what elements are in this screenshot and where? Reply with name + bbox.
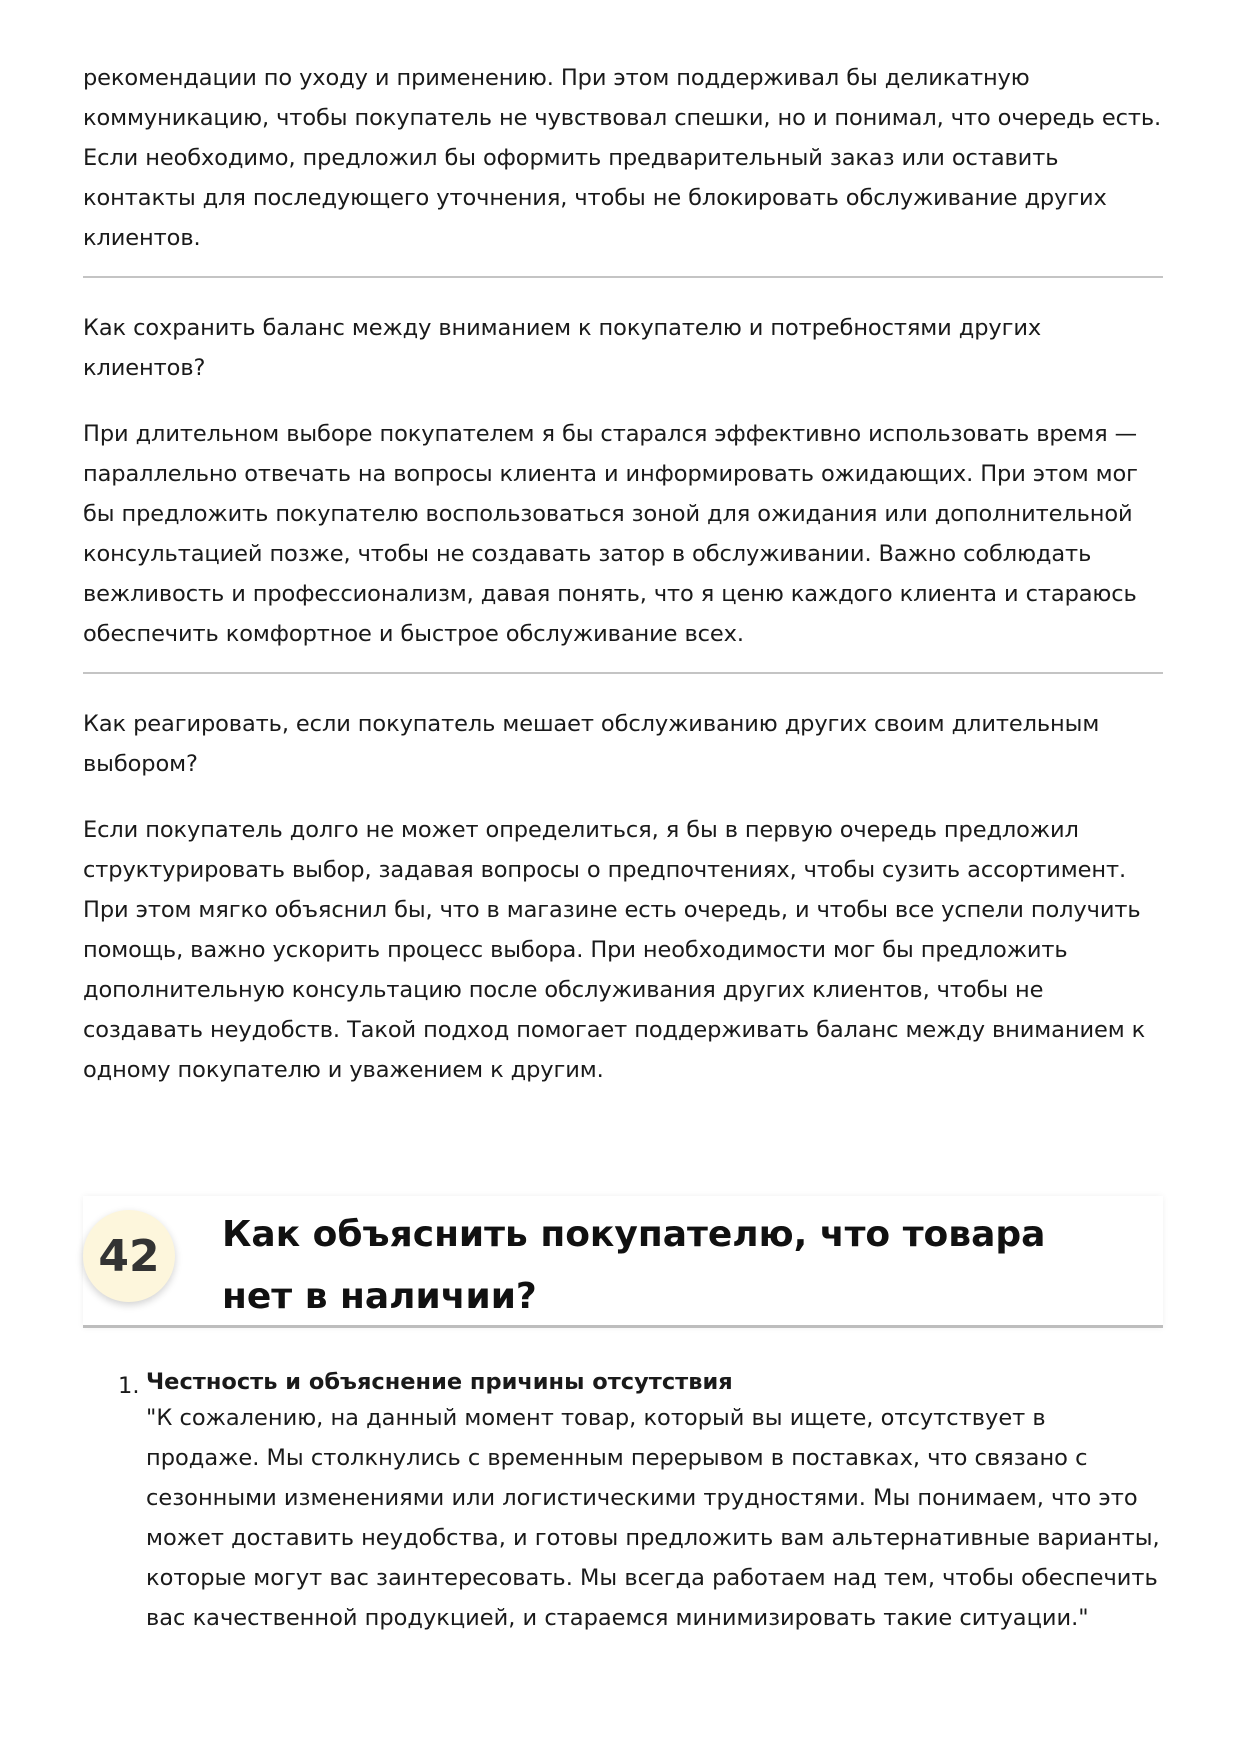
section-number-badge: 42 [83, 1210, 175, 1302]
divider [83, 672, 1163, 674]
divider [83, 276, 1163, 278]
numbered-list [83, 1366, 1163, 1638]
answer-2: Если покупатель долго не может определиться, я бы в первую очередь предложил структурировать выбор, задавая вопросы о предпочтениях, чтобы сузить ассортимент. При этом мягко объяснил бы, что в магазине есть очередь, и чтобы все успели получить помощь, важно ускорить процесс выбора. При необходимости мог бы предложить дополнительную консультацию после обслуживания других клиентов, чтобы не создавать неудобств. Такой подход помогает поддерживать баланс между вниманием к одному покупателю и уважением к другим. [83, 817, 1146, 1083]
intro-paragraph: рекомендации по уходу и применению. При этом поддерживал бы деликатную коммуникацию, чтобы покупатель не чувствовал спешки, но и понимал, что очередь есть. Если необходимо, предложил бы оформить предварительный заказ или оставить контакты для последующего уточнения, чтобы не блокировать обслуживание других клиентов. [83, 65, 1162, 251]
answer-1: При длительном выборе покупателем я бы старался эффективно использовать время — параллельно отвечать на вопросы клиента и информировать ожидающих. При этом мог бы предложить покупателю воспользоваться зоной для ожидания или дополнительной консультацией позже, чтобы не создавать затор в обслуживании. Важно соблюдать вежливость и профессионализм, давая понять, что я ценю каждого клиента и стараюсь обеспечить комфортное и быстрое обслуживание всех. [83, 421, 1138, 647]
section-header [83, 1196, 1163, 1328]
list-item-title: Честность и объяснение причины отсутствия [146, 1369, 733, 1395]
list-item [83, 1366, 1163, 1638]
document-page [83, 58, 1163, 1090]
list-item-body: "К сожалению, на данный момент товар, который вы ищете, отсутствует в продаже. Мы столкнулись с временным перерывом в поставках, что связано с сезонными изменениями или логистическими трудностями. Мы понимаем, что это может доставить неудобства, и готовы предложить вам альтернативные варианты, которые могут вас заинтересовать. Мы всегда работаем над тем, чтобы обеспечить вас качественной продукцией, и стараемся минимизировать такие ситуации." [146, 1405, 1160, 1631]
section-title: Как объяснить покупателю, что товара нет в наличии? [222, 1214, 1046, 1317]
question-2: Как реагировать, если покупатель мешает обслуживанию других своим длительным выбором? [83, 711, 1100, 777]
question-1: Как сохранить баланс между вниманием к покупателю и потребностями других клиентов? [83, 315, 1042, 381]
list-item-number: 1. [118, 1373, 140, 1399]
